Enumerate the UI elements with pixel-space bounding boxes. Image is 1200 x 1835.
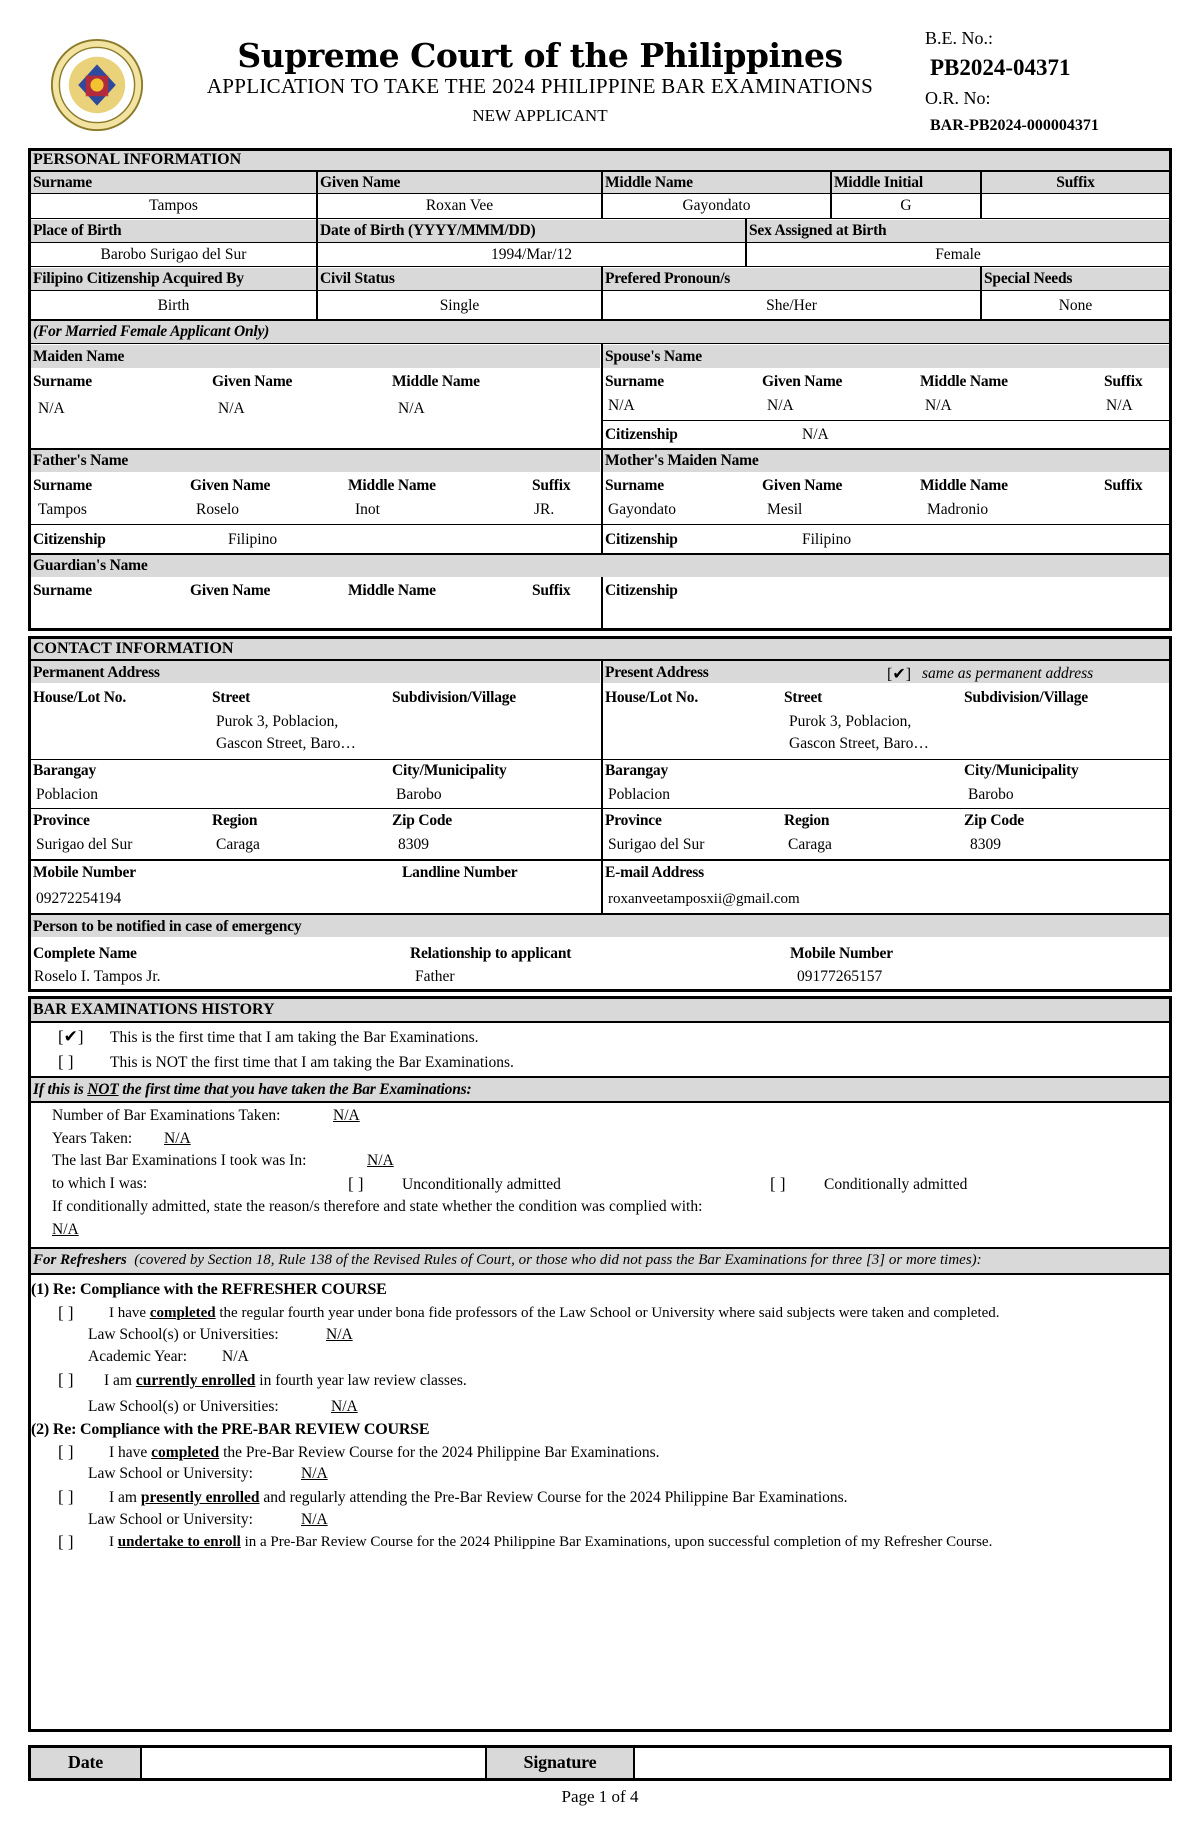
pres-barangay-value: Poblacion: [608, 786, 670, 803]
guardian-given-label: Given Name: [190, 582, 271, 599]
currently-enrolled-checkbox[interactable]: [ ]: [58, 1370, 74, 1389]
father-surname-value: Tampos: [38, 501, 87, 518]
admission-status-label: to which I was:: [52, 1175, 148, 1192]
r1a-school-label: Law School(s) or Universities:: [88, 1326, 279, 1343]
supreme-court-seal-icon: [50, 38, 144, 132]
perm-street-label: Street: [212, 689, 251, 706]
pres-province-value: Surigao del Sur: [608, 836, 705, 853]
mother-surname-label: Surname: [605, 477, 664, 494]
suffix-label: Suffix: [1056, 174, 1095, 191]
r2a-school-label: Law School or University:: [88, 1465, 253, 1482]
mother-given-label: Given Name: [762, 477, 843, 494]
spouse-middle-label: Middle Name: [920, 373, 1008, 390]
father-suffix-label: Suffix: [532, 477, 571, 494]
pres-zip-label: Zip Code: [964, 812, 1024, 829]
guardian-surname-label: Surname: [33, 582, 92, 599]
pres-house-label: House/Lot No.: [605, 689, 698, 706]
father-surname-label: Surname: [33, 477, 92, 494]
given-name-value: Roxan Vee: [425, 197, 494, 214]
perm-street-line1: Purok 3, Poblacion,: [216, 713, 339, 730]
perm-street-line2: Gascon Street, Baro…: [216, 735, 356, 752]
mobile-number-label: Mobile Number: [33, 864, 136, 881]
pre-bar-review-heading: (2) Re: Compliance with the PRE-BAR REVIEW COURSE: [31, 1421, 430, 1438]
emergency-name-label: Complete Name: [33, 945, 137, 962]
present-address-heading: Present Address: [605, 664, 709, 681]
or-number-value: BAR-PB2024-000004371: [930, 117, 1099, 134]
first-time-checkbox[interactable]: [✔]: [58, 1027, 84, 1046]
citizenship-acquired-label: Filipino Citizenship Acquired By: [33, 270, 244, 287]
perm-city-value: Barobo: [396, 786, 442, 803]
pres-barangay-label: Barangay: [605, 762, 668, 779]
last-exam-label: The last Bar Examinations I took was In:: [52, 1152, 307, 1169]
mobile-number-value: 09272254194: [36, 890, 122, 907]
special-needs-label: Special Needs: [984, 270, 1073, 287]
father-middle-value: Inot: [355, 501, 380, 518]
bar-history-heading: BAR EXAMINATIONS HISTORY: [33, 1001, 275, 1018]
citizenship-acquired-value: Birth: [157, 297, 190, 314]
surname-value: Tampos: [149, 197, 198, 214]
perm-barangay-value: Poblacion: [36, 786, 98, 803]
perm-zip-label: Zip Code: [392, 812, 452, 829]
date-label: Date: [67, 1752, 104, 1772]
maiden-middle-label: Middle Name: [392, 373, 480, 390]
surname-label: Surname: [33, 174, 92, 191]
spouse-citizenship-value: N/A: [802, 426, 829, 443]
mother-name-heading: Mother's Maiden Name: [605, 452, 759, 469]
perm-barangay-label: Barangay: [33, 762, 96, 779]
mother-given-value: Mesil: [767, 501, 803, 518]
mother-citizenship-value: Filipino: [802, 531, 852, 548]
pronouns-label: Prefered Pronoun/s: [605, 270, 731, 287]
maiden-given-label: Given Name: [212, 373, 293, 390]
place-of-birth-value: Barobo Surigao del Sur: [100, 246, 247, 263]
mother-middle-value: Madronio: [927, 501, 989, 518]
number-of-exams-label: Number of Bar Examinations Taken:: [52, 1107, 281, 1124]
middle-name-value: Gayondato: [682, 197, 751, 214]
pres-street-line2: Gascon Street, Baro…: [789, 735, 929, 752]
guardian-middle-label: Middle Name: [348, 582, 436, 599]
r2b-school-label: Law School or University:: [88, 1511, 253, 1528]
date-of-birth-label: Date of Birth (YYYY/MMM/DD): [320, 222, 536, 239]
presently-enrolled-checkbox[interactable]: [ ]: [58, 1487, 74, 1506]
if-not-first-time-heading: If this is NOT the first time that you have taken the Bar Examinations:: [33, 1081, 472, 1098]
spouse-given-value: N/A: [767, 397, 794, 414]
mother-middle-label: Middle Name: [920, 477, 1008, 494]
refresher-course-heading: (1) Re: Compliance with the REFRESHER COURSE: [31, 1281, 387, 1298]
maiden-given-value: N/A: [218, 400, 245, 417]
number-of-exams-value: N/A: [333, 1107, 360, 1124]
r1a-school-value: N/A: [326, 1326, 353, 1343]
date-field[interactable]: [143, 1749, 483, 1777]
middle-name-label: Middle Name: [605, 174, 693, 191]
pres-region-value: Caraga: [788, 836, 832, 853]
pres-province-label: Province: [605, 812, 662, 829]
email-address-value: roxanveetamposxii@gmail.com: [608, 891, 800, 907]
sex-label: Sex Assigned at Birth: [749, 222, 887, 239]
mother-suffix-label: Suffix: [1104, 477, 1143, 494]
married-female-note: (For Married Female Applicant Only): [33, 323, 270, 340]
pres-subdivision-label: Subdivision/Village: [964, 689, 1088, 706]
sex-value: Female: [935, 246, 981, 263]
completed-pre-bar-text: I have completed the Pre-Bar Review Course for the 2024 Philippine Bar Examinations.: [109, 1444, 660, 1461]
civil-status-label: Civil Status: [320, 270, 395, 287]
mother-citizenship-label: Citizenship: [605, 531, 678, 548]
signature-field[interactable]: [636, 1749, 1168, 1777]
spouse-surname-value: N/A: [608, 397, 635, 414]
perm-house-label: House/Lot No.: [33, 689, 126, 706]
civil-status-value: Single: [439, 297, 480, 314]
currently-enrolled-text: I am currently enrolled in fourth year law review classes.: [104, 1372, 467, 1389]
r2b-school-value: N/A: [301, 1511, 328, 1528]
special-needs-value: None: [1058, 297, 1093, 314]
refreshers-heading: For Refreshers (covered by Section 18, Rule 138 of the Revised Rules of Court, or those who did not pass the Bar Examinations for three [3] or more times):: [33, 1252, 982, 1268]
guardian-citizenship-label: Citizenship: [605, 582, 678, 599]
guardian-name-heading: Guardian's Name: [33, 557, 148, 574]
applicant-type: NEW APPLICANT: [472, 106, 608, 125]
spouse-name-heading: Spouse's Name: [605, 348, 702, 365]
middle-initial-value: G: [900, 197, 912, 214]
emergency-relationship-value: Father: [415, 968, 455, 985]
place-of-birth-label: Place of Birth: [33, 222, 122, 239]
middle-initial-label: Middle Initial: [834, 174, 923, 191]
conditionally-admitted-text: Conditionally admitted: [824, 1176, 968, 1193]
father-given-label: Given Name: [190, 477, 271, 494]
years-taken-label: Years Taken:: [52, 1130, 133, 1147]
or-number-label: O.R. No:: [925, 88, 991, 108]
mother-surname-value: Gayondato: [608, 501, 677, 518]
page-number: Page 1 of 4: [561, 1787, 639, 1806]
presently-enrolled-text: I am presently enrolled and regularly attending the Pre-Bar Review Course for the 2024 Philippine Bar Examinations.: [109, 1489, 848, 1506]
maiden-name-heading: Maiden Name: [33, 348, 125, 365]
academic-year-value: N/A: [222, 1348, 249, 1365]
be-number-value: PB2024-04371: [930, 55, 1071, 80]
completed-pre-bar-checkbox[interactable]: [ ]: [58, 1442, 74, 1461]
pres-street-label: Street: [784, 689, 823, 706]
maiden-surname-label: Surname: [33, 373, 92, 390]
pres-region-label: Region: [784, 812, 830, 829]
spouse-suffix-value: N/A: [1106, 397, 1133, 414]
landline-number-label: Landline Number: [402, 864, 518, 881]
condition-reason-value: N/A: [52, 1221, 79, 1238]
perm-subdivision-label: Subdivision/Village: [392, 689, 516, 706]
signature-label: Signature: [523, 1752, 597, 1772]
last-exam-value: N/A: [367, 1152, 394, 1169]
spouse-surname-label: Surname: [605, 373, 664, 390]
father-citizenship-label: Citizenship: [33, 531, 106, 548]
completed-fourth-year-checkbox[interactable]: [ ]: [58, 1303, 74, 1322]
r1b-school-label: Law School(s) or Universities:: [88, 1398, 279, 1415]
date-of-birth-value: 1994/Mar/12: [491, 246, 572, 263]
undertake-to-enroll-text: I undertake to enroll in a Pre-Bar Review Course for the 2024 Philippine Bar Examinations, upon successful completion of my Refresher Course.: [109, 1534, 993, 1550]
court-name: Supreme Court of the Philippines: [237, 36, 843, 75]
perm-zip-value: 8309: [398, 836, 429, 853]
r1b-school-value: N/A: [331, 1398, 358, 1415]
emergency-mobile-label: Mobile Number: [790, 945, 893, 962]
permanent-address-heading: Permanent Address: [33, 664, 160, 681]
spouse-given-label: Given Name: [762, 373, 843, 390]
unconditionally-admitted-text: Unconditionally admitted: [402, 1176, 561, 1193]
maiden-surname-value: N/A: [38, 400, 65, 417]
pres-city-value: Barobo: [968, 786, 1014, 803]
spouse-middle-value: N/A: [925, 397, 952, 414]
perm-region-label: Region: [212, 812, 258, 829]
perm-province-label: Province: [33, 812, 90, 829]
father-suffix-value: JR.: [534, 501, 555, 518]
pres-zip-value: 8309: [970, 836, 1001, 853]
emergency-contact-heading: Person to be notified in case of emergency: [33, 918, 302, 935]
not-first-time-text: This is NOT the first time that I am taking the Bar Examinations.: [110, 1054, 514, 1071]
contact-information-heading: CONTACT INFORMATION: [33, 640, 234, 657]
undertake-to-enroll-checkbox[interactable]: [ ]: [58, 1532, 74, 1551]
r2a-school-value: N/A: [301, 1465, 328, 1482]
completed-fourth-year-text: I have completed the regular fourth year under bona fide professors of the Law School or University where said subjects were taken and completed.: [109, 1305, 1000, 1321]
spouse-suffix-label: Suffix: [1104, 373, 1143, 390]
father-name-heading: Father's Name: [33, 452, 129, 469]
given-name-label: Given Name: [320, 174, 401, 191]
years-taken-value: N/A: [164, 1130, 191, 1147]
emergency-relationship-label: Relationship to applicant: [410, 945, 572, 962]
spouse-citizenship-label: Citizenship: [605, 426, 678, 443]
emergency-mobile-value: 09177265157: [797, 968, 883, 985]
emergency-name-value: Roselo I. Tampos Jr.: [34, 968, 161, 985]
email-address-label: E-mail Address: [605, 864, 704, 881]
unconditionally-admitted-checkbox[interactable]: [ ]: [348, 1174, 364, 1193]
application-title: APPLICATION TO TAKE THE 2024 PHILIPPINE BAR EXAMINATIONS: [206, 74, 874, 98]
be-number-label: B.E. No.:: [925, 28, 994, 48]
maiden-middle-value: N/A: [398, 400, 425, 417]
pres-street-line1: Purok 3, Poblacion,: [789, 713, 912, 730]
not-first-time-checkbox[interactable]: [ ]: [58, 1052, 74, 1071]
father-middle-label: Middle Name: [348, 477, 436, 494]
pres-city-label: City/Municipality: [964, 762, 1079, 779]
academic-year-label: Academic Year:: [88, 1348, 187, 1365]
perm-region-value: Caraga: [216, 836, 260, 853]
perm-city-label: City/Municipality: [392, 762, 507, 779]
personal-information-heading: PERSONAL INFORMATION: [33, 151, 242, 168]
perm-province-value: Surigao del Sur: [36, 836, 133, 853]
condition-reason-label: If conditionally admitted, state the reason/s therefore and state whether the condition was complied with:: [52, 1198, 703, 1215]
first-time-text: This is the first time that I am taking the Bar Examinations.: [110, 1029, 479, 1046]
father-citizenship-value: Filipino: [228, 531, 278, 548]
guardian-suffix-label: Suffix: [532, 582, 571, 599]
conditionally-admitted-checkbox[interactable]: [ ]: [770, 1174, 786, 1193]
father-given-value: Roselo: [196, 501, 240, 518]
same-address-text: same as permanent address: [922, 665, 1094, 682]
pronouns-value: She/Her: [766, 297, 817, 314]
same-address-checkbox[interactable]: [✔]: [887, 666, 912, 683]
